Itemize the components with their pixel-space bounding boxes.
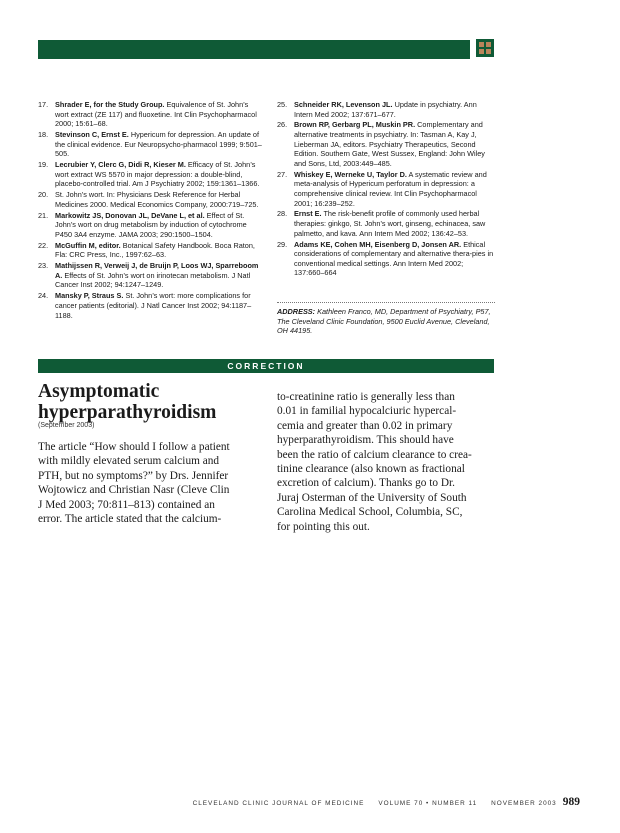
reference-item bbox=[38, 211, 262, 240]
reference-authors: Shrader E, for the Study Group. bbox=[55, 100, 165, 109]
body-line: to-creatinine ratio is generally less than bbox=[277, 391, 455, 403]
reference-text: Effect of St. John’s wort on drug metabolism by induction of cytochrome P450 3A4 enzyme. JAMA 2003; 290:1500–1504. bbox=[55, 210, 247, 239]
reference-item bbox=[38, 130, 262, 159]
reference-authors: Lecrubier Y, Clerc G, Didi R, Kieser M. bbox=[55, 160, 186, 170]
reference-authors: Adams KE, Cohen MH, Eisenberg D, Jonsen AR. bbox=[294, 239, 462, 249]
correction-date: (September 2003) bbox=[38, 422, 95, 429]
reference-item bbox=[277, 120, 495, 168]
reference-authors: Markowitz JS, Donovan JL, DeVane L, et al. bbox=[55, 210, 205, 220]
reference-number: 24. bbox=[38, 291, 49, 301]
body-line: excretion of calcium). Thanks go to Dr. bbox=[277, 477, 455, 490]
body-line: 0.01 in familial hypocalciuric hypercal- bbox=[277, 405, 457, 418]
reference-text: Hypericum for depression. An update of the clinical evidence. Eur Neuropsycho-pharmacol 1999; 9:501–505. bbox=[55, 130, 262, 159]
reference-text: Ethical considerations of complementary and alternative thera-pies in conventional medical settings. Ann Intern Med 2002; 137:660–664 bbox=[294, 239, 494, 278]
reference-number: 23. bbox=[38, 261, 49, 271]
page-number: 989 bbox=[562, 796, 580, 808]
footer-journal: CLEVELAND CLINIC JOURNAL OF MEDICINE bbox=[192, 800, 365, 807]
reference-number: 21. bbox=[38, 210, 49, 220]
address-label: ADDRESS: bbox=[277, 307, 316, 316]
reference-number: 17. bbox=[38, 100, 49, 109]
reference-authors: Whiskey E, Werneke U, Taylor D. bbox=[294, 169, 407, 179]
reference-number: 22. bbox=[38, 240, 49, 250]
reference-item bbox=[38, 261, 262, 290]
body-line: PTH, but no symptoms?” by Drs. Jennifer bbox=[38, 469, 229, 482]
references-right-column bbox=[277, 100, 495, 279]
reference-text: The risk-benefit profile of commonly used herbal therapies: ginkgo, St. John’s wort, ginseng, echinacea, saw palmetto, and kava. Ann Intern Med 2002; 136:42–53. bbox=[294, 209, 486, 238]
reference-number: 25. bbox=[277, 100, 288, 109]
body-line: Juraj Osterman of the University of South bbox=[277, 491, 467, 504]
reference-authors: Ernst E. bbox=[294, 209, 322, 219]
reference-authors: Mansky P, Straus S. bbox=[55, 291, 124, 301]
reference-text: St. John’s wort. In: Physicians Desk Reference for Herbal Medicines 2000. Medical Economics Company, 2000:719–725. bbox=[55, 190, 259, 209]
reference-number: 18. bbox=[38, 130, 49, 140]
header-bar bbox=[38, 40, 470, 59]
reference-number: 28. bbox=[277, 209, 288, 219]
reference-authors: Brown RP, Gerbarg PL, Muskin PR. bbox=[294, 120, 416, 130]
reference-item bbox=[38, 160, 262, 189]
correction-body-column-2 bbox=[277, 390, 495, 534]
reference-text: Complementary and alternative treatments in psychiatry. In: Tasman A, Kay J, Lieberman JA, editors. Psychiatry Therapeutics, Second Edition. Southern Gate, West Sussex, England: John Wiley and Sons, Ltd, 2003:449–485. bbox=[294, 120, 485, 168]
reference-item bbox=[277, 240, 495, 278]
reference-item bbox=[277, 100, 495, 119]
reference-text: Effects of St. John’s wort on irinotecan metabolism. J Natl Cancer Inst 2002; 94:1247–1249. bbox=[55, 270, 251, 290]
footer-volume: VOLUME 70 • NUMBER 11 bbox=[378, 800, 478, 807]
body-line: Carolina Medical School, Columbia, SC, bbox=[277, 506, 463, 519]
reference-item bbox=[38, 291, 262, 320]
reference-item bbox=[277, 170, 495, 208]
body-line: for pointing this out. bbox=[277, 520, 370, 533]
reference-text: Botanical Safety Handbook. Boca Raton, Fla: CRC Press, Inc., 1997:62–63. bbox=[55, 240, 255, 260]
body-line: tinine clearance (also known as fractional bbox=[277, 463, 465, 476]
body-line: J Med 2003; 70:811–813) contained an bbox=[38, 498, 215, 511]
reference-number: 27. bbox=[277, 169, 288, 179]
body-line: Wojtowicz and Christian Nasr (Cleve Clin bbox=[38, 484, 230, 497]
correction-body-column-1 bbox=[38, 440, 266, 526]
body-line: The article “How should I follow a patient bbox=[38, 441, 230, 453]
correction-title-line1: Asymptomatic bbox=[38, 381, 160, 402]
reference-text: A systematic review and meta-analysis of Hypericum perforatum in depression: a comprehensive clinical review. Int Clin Psychopharmacol 2001; 16:239–252. bbox=[294, 169, 487, 208]
reference-text: Efficacy of St. John’s wort extract WS 5570 in major depression: a double-blind, placebo-controlled trial. Am J Psychiatry 2002; 159:1361–1366. bbox=[55, 160, 260, 189]
body-line: error. The article stated that the calcium- bbox=[38, 513, 222, 526]
clinic-cross-logo-icon bbox=[476, 39, 494, 57]
reference-text: Update in psychiatry. Ann Intern Med 2002; 137:671–677. bbox=[294, 100, 477, 119]
reference-item bbox=[38, 190, 262, 209]
reference-number: 26. bbox=[277, 120, 288, 130]
page-footer bbox=[193, 796, 580, 808]
reference-text: Equivalence of St. John’s wort extract (ZE 117) and fluoxetine. Int Clin Psychopharmacol 2000; 15:61–68. bbox=[55, 100, 257, 129]
correction-section-bar: CORRECTION bbox=[38, 359, 494, 373]
reference-number: 20. bbox=[38, 190, 49, 200]
body-line: cemia and greater than 0.02 in primary bbox=[277, 419, 453, 432]
reference-item bbox=[38, 100, 262, 129]
correction-title-line2: hyperparathyroidism bbox=[38, 402, 217, 423]
body-line: been the ratio of calcium clearance to crea- bbox=[277, 448, 472, 461]
footer-date: NOVEMBER 2003 bbox=[491, 800, 557, 807]
address-divider bbox=[277, 302, 495, 303]
references-left-column bbox=[38, 100, 262, 321]
correction-title bbox=[38, 381, 268, 423]
reference-authors: McGuffin M, editor. bbox=[55, 240, 121, 250]
reference-item bbox=[38, 241, 262, 260]
body-line: hyperparathyroidism. This should have bbox=[277, 434, 454, 447]
reference-number: 29. bbox=[277, 239, 288, 249]
address-text: Kathleen Franco, MD, Department of Psychiatry, P57, The Cleveland Clinic Foundation, 9500 Euclid Avenue, Cleveland, OH 44195. bbox=[277, 307, 491, 336]
author-address bbox=[277, 307, 495, 336]
reference-authors: Mathijssen R, Verweij J, de Bruijn P, Loos WJ, Sparreboom A. bbox=[55, 261, 259, 280]
reference-number: 19. bbox=[38, 160, 49, 170]
reference-text: St. John’s wort: more complications for cancer patients (editorial). J Natl Cancer Inst 2002; 94:1187–1188. bbox=[55, 291, 252, 320]
reference-authors: Stevinson C, Ernst E. bbox=[55, 130, 129, 140]
reference-item bbox=[277, 209, 495, 238]
body-line: with mildly elevated serum calcium and bbox=[38, 455, 220, 468]
reference-authors: Schneider RK, Levenson JL. bbox=[294, 100, 393, 109]
